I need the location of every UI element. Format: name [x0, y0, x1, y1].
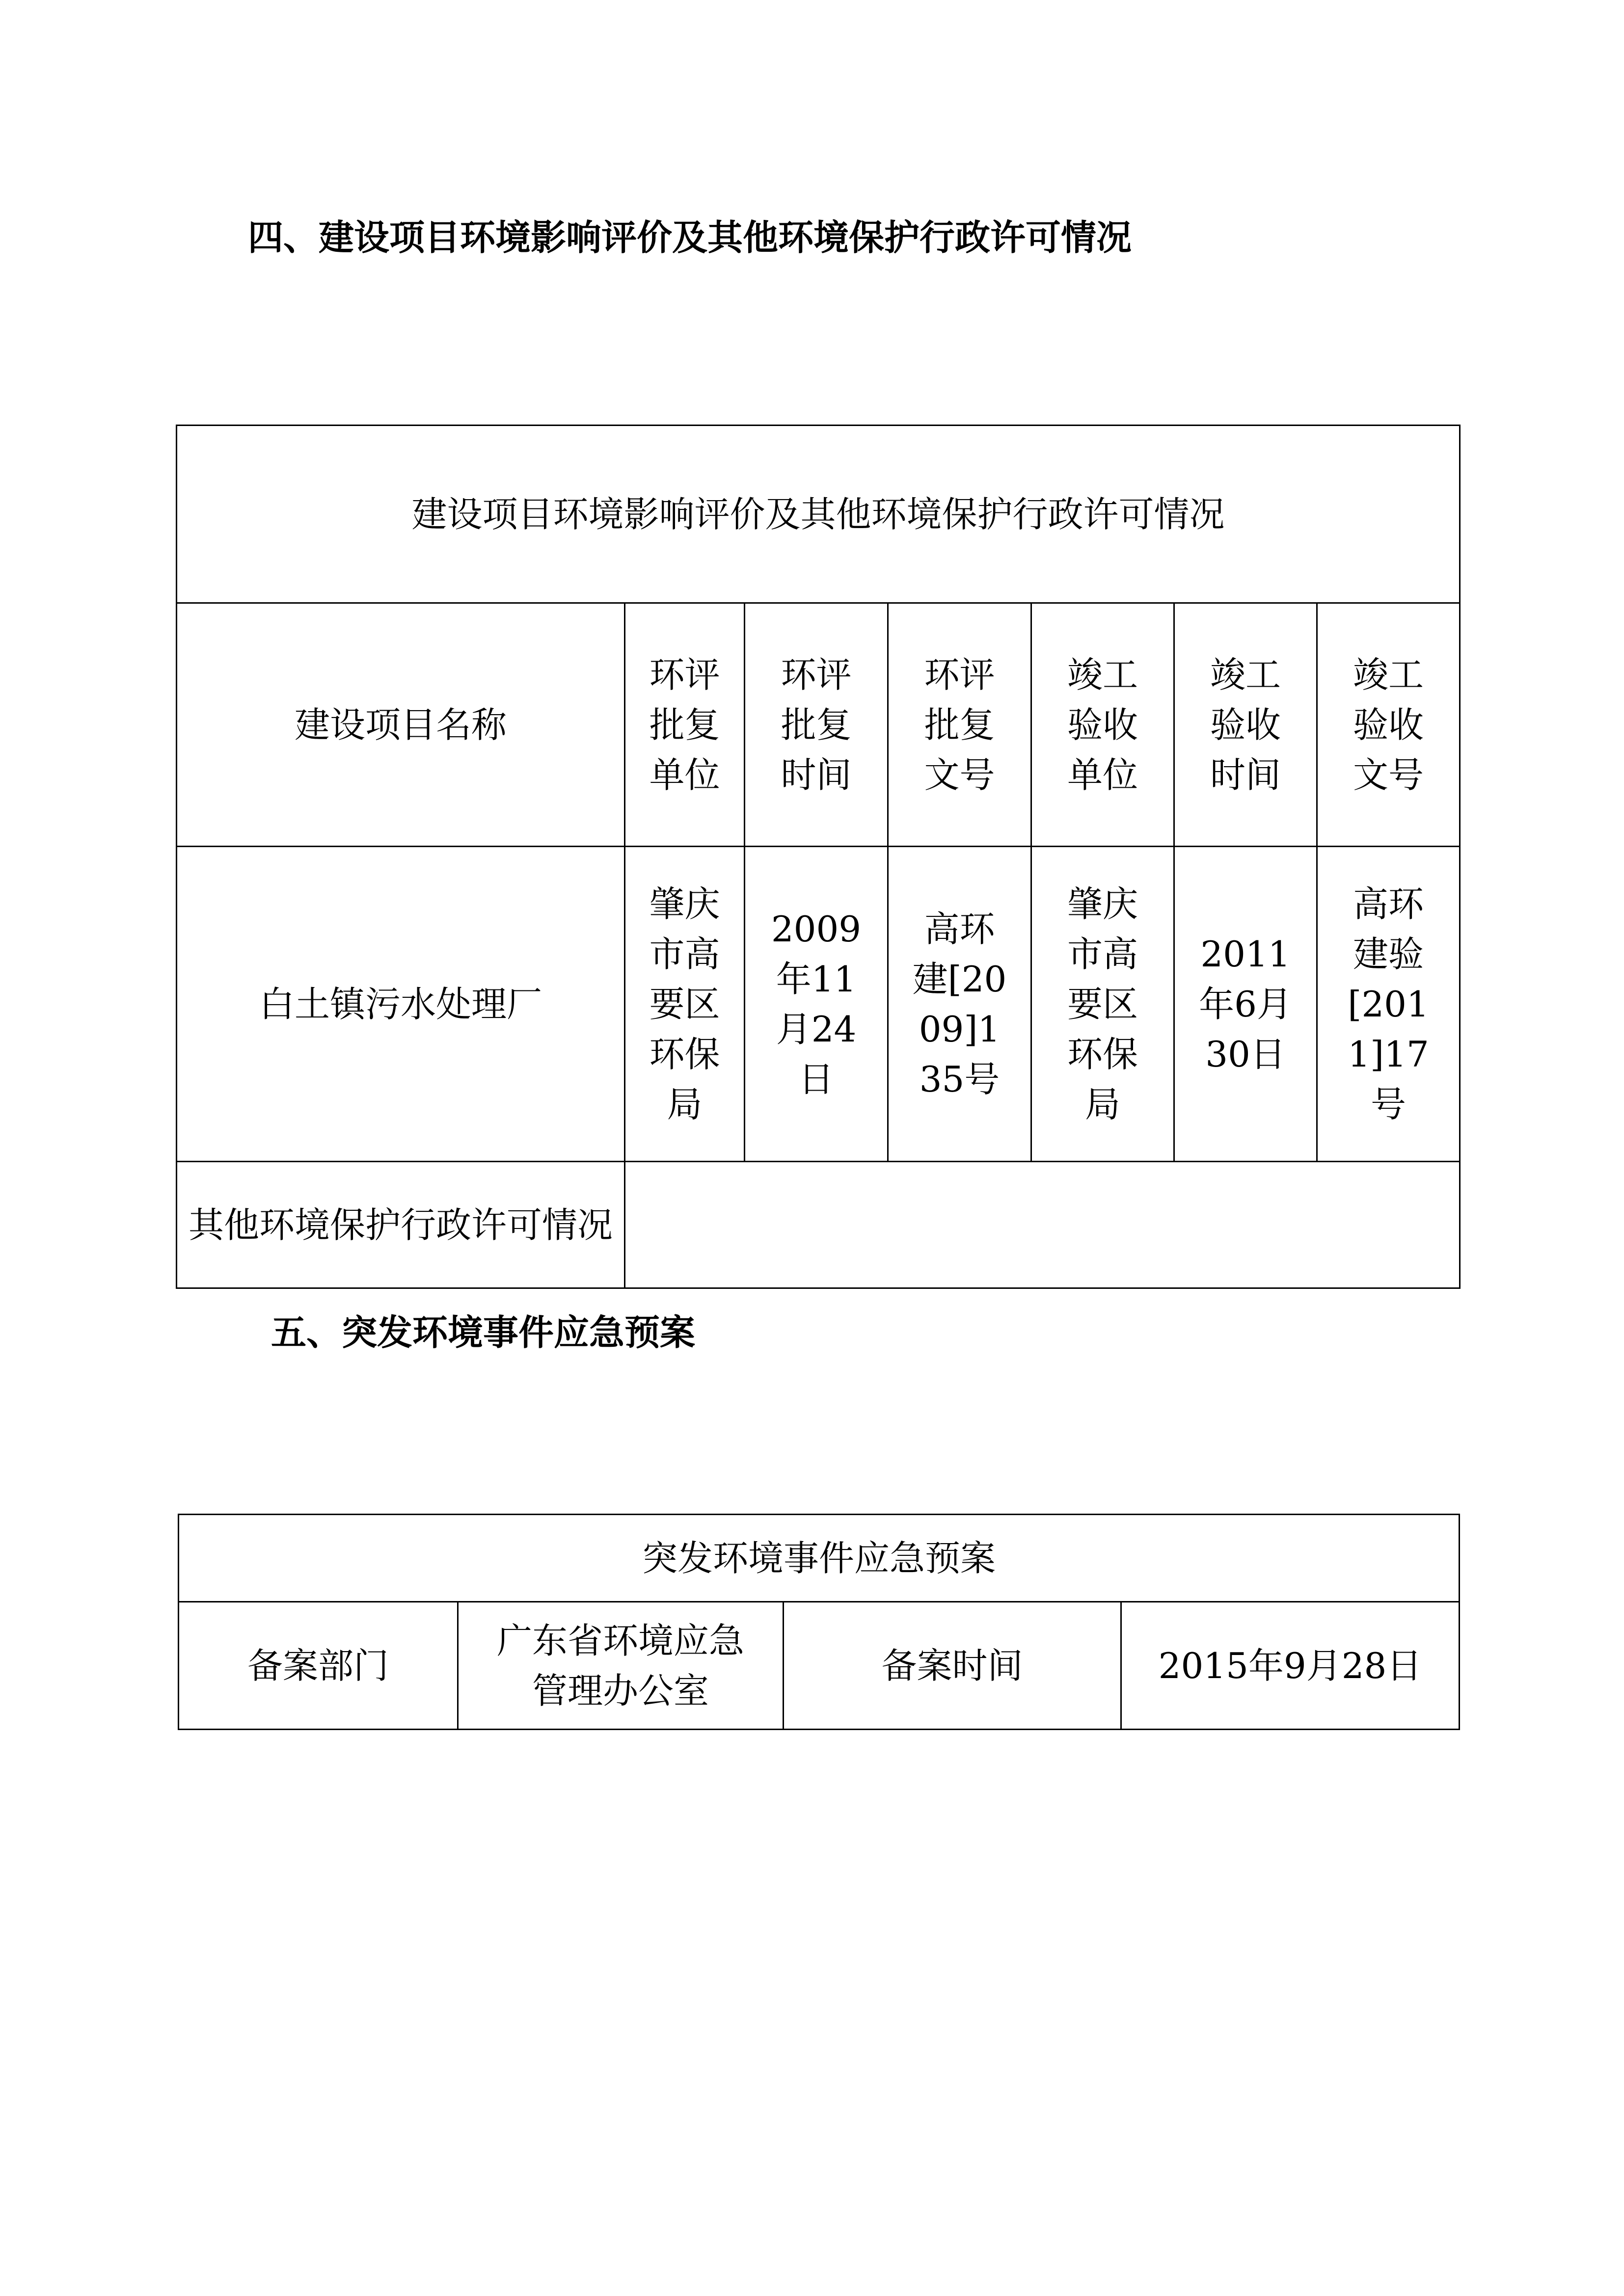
- cell-eia-approval-doc-no: 高环建[2009]135号: [888, 847, 1031, 1162]
- cell-acceptance-doc-no: 高环建验[2011]17号: [1317, 847, 1460, 1162]
- header-acceptance-time: 竣工验收时间: [1174, 603, 1317, 847]
- eia-permit-table: [176, 425, 1461, 1289]
- header-acceptance-unit: 竣工验收单位: [1031, 603, 1174, 847]
- header-acceptance-doc-no: 竣工验收文号: [1317, 603, 1460, 847]
- header-eia-approval-time: 环评批复时间: [745, 603, 888, 847]
- filing-time-value: 2015年9月28日: [1121, 1602, 1460, 1730]
- emergency-table-title: 突发环境事件应急预案: [179, 1515, 1460, 1602]
- cell-acceptance-unit: 肇庆市高要区环保局: [1031, 847, 1174, 1162]
- header-project-name: 建设项目名称: [177, 603, 625, 847]
- header-eia-approval-unit: 环评批复单位: [625, 603, 745, 847]
- cell-eia-approval-unit: 肇庆市高要区环保局: [625, 847, 745, 1162]
- header-eia-approval-doc-no: 环评批复文号: [888, 603, 1031, 847]
- eia-table-title: 建设项目环境影响评价及其他环境保护行政许可情况: [177, 426, 1460, 603]
- cell-eia-approval-time: 2009年11月24日: [745, 847, 888, 1162]
- filing-dept-label: 备案部门: [179, 1602, 458, 1730]
- cell-other-permits-value: [625, 1162, 1460, 1288]
- cell-project-name: 白土镇污水处理厂: [177, 847, 625, 1162]
- emergency-plan-table: [178, 1514, 1460, 1730]
- section-4-heading: 四、建设项目环境影响评价及其他环境保护行政许可情况: [248, 217, 1132, 258]
- cell-acceptance-time: 2011年6月30日: [1174, 847, 1317, 1162]
- filing-dept-value: 广东省环境应急管理办公室: [458, 1602, 784, 1730]
- cell-other-permits-label: 其他环境保护行政许可情况: [177, 1162, 625, 1288]
- section-5-heading: 五、突发环境事件应急预案: [271, 1312, 696, 1353]
- filing-time-label: 备案时间: [784, 1602, 1121, 1730]
